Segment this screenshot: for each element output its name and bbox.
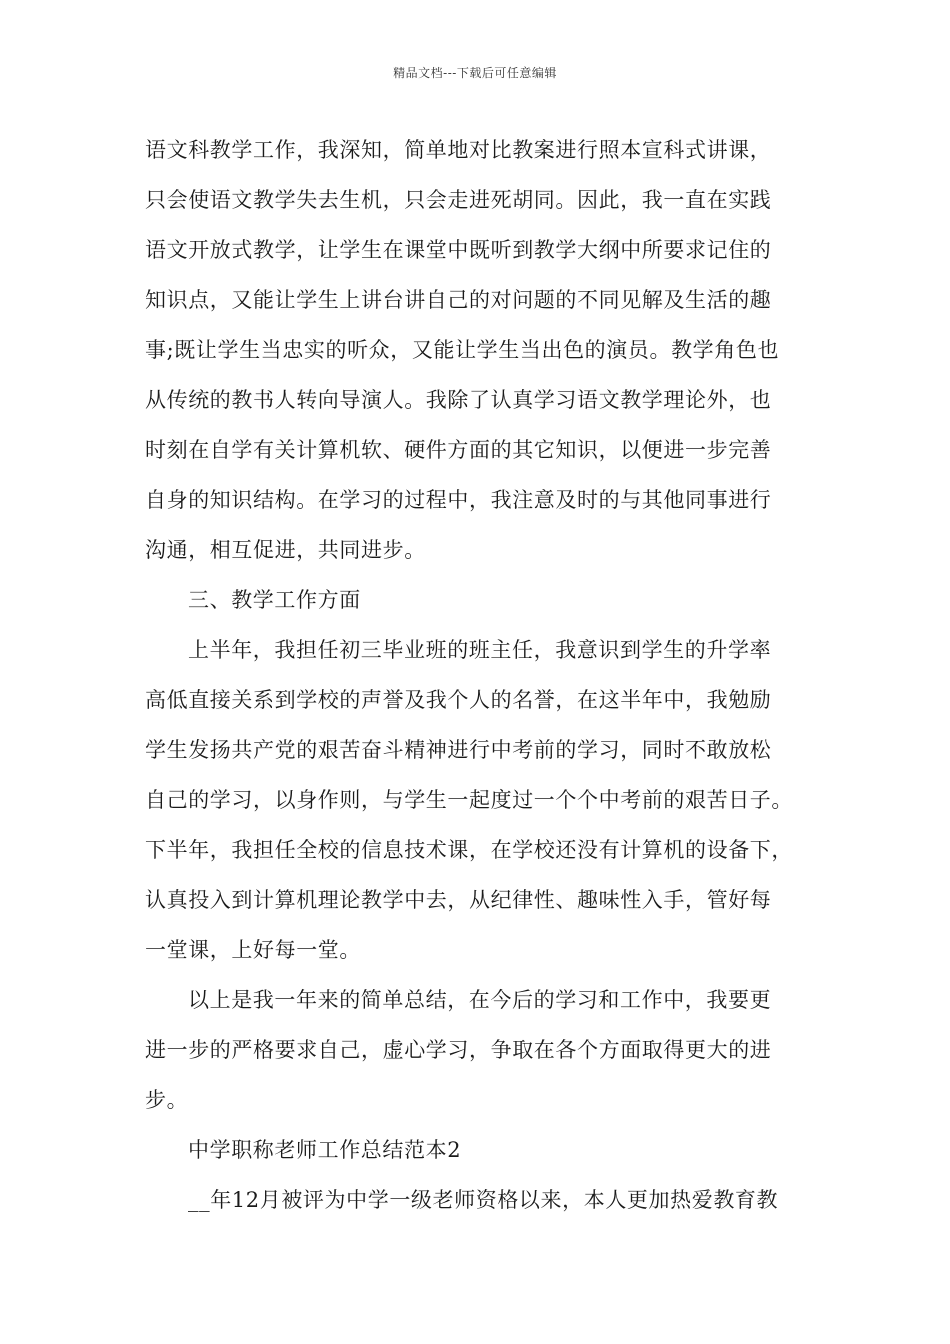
text-line: 自身的知识结构。在学习的过程中，我注意及时的与其他同事进行 [145, 488, 772, 512]
section-heading: 三、教学工作方面 [188, 588, 361, 612]
text-line: 上半年，我担任初三毕业班的班主任，我意识到学生的升学率 [188, 638, 772, 662]
text-line: 下半年，我担任全校的信息技术课，在学校还没有计算机的设备下， [145, 838, 793, 862]
page-header: 精品文档---下载后可任意编辑 [393, 66, 557, 80]
text-line: 一堂课，上好每一堂。 [145, 938, 361, 962]
text-line: 从传统的教书人转向导演人。我除了认真学习语文教学理论外，也 [145, 388, 772, 412]
text-line: 语文开放式教学，让学生在课堂中既听到教学大纲中所要求记住的 [145, 238, 772, 262]
text-line: 进一步的严格要求自己，虚心学习，争取在各个方面取得更大的进 [145, 1038, 772, 1062]
text-line: __年12月被评为中学一级老师资格以来，本人更加热爱教育教 [188, 1188, 779, 1212]
text-line: 学生发扬共产党的艰苦奋斗精神进行中考前的学习，同时不敢放松 [145, 738, 772, 762]
text-line: 沟通，相互促进，共同进步。 [145, 538, 426, 562]
text-line: 时刻在自学有关计算机软、硬件方面的其它知识，以便进一步完善 [145, 438, 772, 462]
text-line: 以上是我一年来的简单总结，在今后的学习和工作中，我要更 [188, 988, 772, 1012]
text-line: 高低直接关系到学校的声誉及我个人的名誉，在这半年中，我勉励 [145, 688, 772, 712]
text-line: 知识点，又能让学生上讲台讲自己的对问题的不同见解及生活的趣 [145, 288, 772, 312]
document-title: 中学职称老师工作总结范本2 [188, 1138, 462, 1162]
text-line: 步。 [145, 1088, 189, 1112]
text-line: 语文科教学工作，我深知，简单地对比教案进行照本宣科式讲课， [145, 138, 772, 162]
text-line: 自己的学习，以身作则，与学生一起度过一个个中考前的艰苦日子。 [145, 788, 793, 812]
text-line: 事;既让学生当忠实的听众，又能让学生当出色的演员。教学角色也 [145, 338, 780, 362]
text-line: 只会使语文教学失去生机，只会走进死胡同。因此，我一直在实践 [145, 188, 772, 212]
text-line: 认真投入到计算机理论教学中去，从纪律性、趣味性入手，管好每 [145, 888, 772, 912]
